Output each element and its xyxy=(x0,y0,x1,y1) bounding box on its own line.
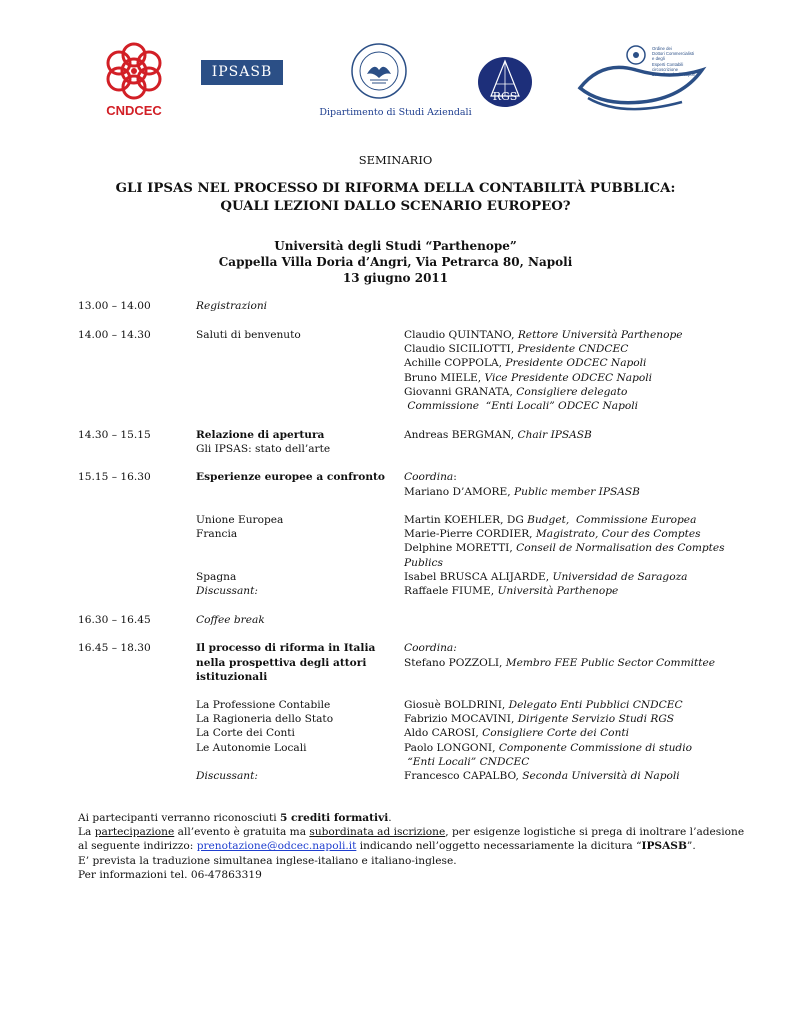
speaker-name: Isabel BRUSCA ALIJARDE, xyxy=(404,571,553,583)
speaker-role: Consigliere delegato xyxy=(516,386,628,398)
speaker-role: Delegato Enti Pubblici CNDCEC xyxy=(508,699,683,711)
speaker-role: Universidad de Saragoza xyxy=(552,571,688,583)
speaker xyxy=(404,513,696,527)
credits-note: Ai partecipanti verranno riconosciuti 5 crediti formativi. xyxy=(78,812,392,824)
speaker-role-continued: “Enti Locali” CNDCEC xyxy=(404,756,530,768)
event-date: 13 giugno 2011 xyxy=(342,271,449,285)
session-time: 16.45 – 18.30 xyxy=(78,642,151,654)
speaker-name: Giosuè BOLDRINI, xyxy=(404,699,509,711)
department-name: Dipartimento di Studi Aziendali xyxy=(319,107,472,118)
session-label: Saluti di benvenuto xyxy=(196,329,301,341)
rgs-logo xyxy=(477,56,533,108)
discussant xyxy=(404,769,680,783)
speaker-name: Raffaele FIUME, xyxy=(404,585,498,597)
speaker-role: Consigliere Corte dei Conti xyxy=(482,727,630,739)
speaker xyxy=(404,356,646,370)
speaker xyxy=(404,385,627,399)
session-label: Registrazioni xyxy=(196,300,268,312)
speaker-role: Magistrato, Cour des Comptes xyxy=(535,528,701,540)
speaker-role: Dirigente Servizio Studi RGS xyxy=(517,713,675,725)
speaker-role: Rettore Università Parthenope xyxy=(517,329,683,341)
session-time: 15.15 – 16.30 xyxy=(78,471,151,483)
odcec-logo-text: Ordine dei Dottori Commercialisti e degli Esperti Contabili circoscrizione del Tribunale di Napoli xyxy=(652,46,695,78)
speaker-name: Marie-Pierre CORDIER, xyxy=(404,528,536,540)
speaker xyxy=(404,541,725,555)
coordinator-label: Coordina: xyxy=(404,642,457,654)
speaker-role: Chair IPSASB xyxy=(517,429,592,441)
session-title: Il processo di riforma in Italia xyxy=(196,642,376,654)
speaker xyxy=(404,428,592,442)
speaker-role: Presidente CNDCEC xyxy=(517,343,629,355)
session-label: Coffee break xyxy=(196,614,265,626)
speaker-name: Aldo CAROSI, xyxy=(404,727,483,739)
speaker-name: Giovanni GRANATA, xyxy=(404,386,517,398)
session-title: nella prospettiva degli attori xyxy=(196,657,367,669)
coordinator xyxy=(404,485,640,499)
speaker-role: Vice Presidente ODCEC Napoli xyxy=(484,372,653,384)
speaker-name: Delphine MORETTI, xyxy=(404,542,517,554)
email-link[interactable]: prenotazione@odcec.napoli.it xyxy=(196,840,357,853)
speaker xyxy=(404,570,688,584)
session-title: istituzionali xyxy=(196,671,268,683)
speaker xyxy=(404,371,652,385)
discussant xyxy=(404,584,618,598)
speaker-name: Stefano POZZOLI, xyxy=(404,657,506,669)
speaker-role: Conseil de Normalisation des Comptes xyxy=(516,542,725,554)
country-label: Francia xyxy=(196,528,238,540)
ipsasb-logo-text: IPSASB xyxy=(211,64,273,80)
cndcec-emblem-icon xyxy=(100,40,168,102)
country-label: Unione Europea xyxy=(196,514,284,526)
speaker-role: Università Parthenope xyxy=(497,585,619,597)
speaker-name: Andreas BERGMAN, xyxy=(404,429,518,441)
coordinator-label: Coordina: xyxy=(404,471,457,483)
event-title-line1: GLI IPSAS NEL PROCESSO DI RIFORMA DELLA CONTABILITÀ PUBBLICA: xyxy=(115,181,676,196)
institution-label: La Corte dei Conti xyxy=(196,727,295,739)
speaker-name: Francesco CAPALBO, xyxy=(404,770,523,782)
speaker xyxy=(404,328,683,342)
session-time: 14.30 – 15.15 xyxy=(78,429,151,441)
speaker-name: Martin KOEHLER, DG xyxy=(404,514,528,526)
registration-note: La partecipazione all’evento è gratuita ma subordinata ad iscrizione, per esigenze logistiche si prega di inoltrare l’adesione xyxy=(78,826,745,839)
session-title: Esperienze europee a confronto xyxy=(196,471,385,483)
institution-label: Le Autonomie Locali xyxy=(196,742,307,754)
speaker-role-continued: Commissione “Enti Locali” ODCEC Napoli xyxy=(404,400,639,412)
institution-label: La Professione Contabile xyxy=(196,699,331,711)
footer-notes xyxy=(78,811,744,882)
session-time: 13.00 – 14.00 xyxy=(78,300,151,312)
speaker-name: Claudio SICILIOTTI, xyxy=(404,343,518,355)
speaker xyxy=(404,726,629,740)
speaker-role: Presidente ODCEC Napoli xyxy=(505,357,647,369)
speaker-role: Public member IPSASB xyxy=(514,486,640,498)
event-venue xyxy=(0,238,791,286)
ipsasb-logo xyxy=(201,60,283,85)
university-seal xyxy=(350,42,408,100)
speaker-name: Bruno MIELE, xyxy=(404,372,485,384)
translation-note: E’ prevista la traduzione simultanea inglese-italiano e italiano-inglese. xyxy=(78,854,457,867)
coordinator xyxy=(404,656,715,670)
speaker-name: Claudio QUINTANO, xyxy=(404,329,518,341)
event-title-line2: QUALI LEZIONI DALLO SCENARIO EUROPEO? xyxy=(220,199,571,214)
event-title xyxy=(0,180,791,216)
speaker xyxy=(404,741,692,755)
speaker xyxy=(404,712,674,726)
rgs-emblem-icon xyxy=(477,56,533,108)
venue-line2: Cappella Villa Doria d’Angri, Via Petrarca 80, Napoli xyxy=(218,255,573,269)
info-phone: Per informazioni tel. 06-47863319 xyxy=(78,868,262,881)
speaker-role: Budget, Commissione Europea xyxy=(527,514,697,526)
speaker-role-continued: Publics xyxy=(404,557,443,569)
speaker-name: Paolo LONGONI, xyxy=(404,742,499,754)
speaker xyxy=(404,698,683,712)
speaker-role: Membro FEE Public Sector Committee xyxy=(505,657,716,669)
speaker xyxy=(404,342,628,356)
speaker xyxy=(404,527,701,541)
venue-line1: Università degli Studi “Parthenope” xyxy=(274,239,517,253)
discussant-label: Discussant: xyxy=(196,770,258,782)
institution-label: La Ragioneria dello Stato xyxy=(196,713,334,725)
speaker-name: Mariano D’AMORE, xyxy=(404,486,514,498)
speaker-name: Fabrizio MOCAVINI, xyxy=(404,713,518,725)
rgs-logo-text: RGS xyxy=(492,90,518,103)
discussant-label: Discussant: xyxy=(196,585,258,597)
country-label: Spagna xyxy=(196,571,237,583)
session-subtitle: Gli IPSAS: stato dell’arte xyxy=(196,443,331,455)
speaker-role: Seconda Università di Napoli xyxy=(522,770,680,782)
session-time: 14.00 – 14.30 xyxy=(78,329,151,341)
event-type: SEMINARIO xyxy=(358,153,433,167)
email-note: al seguente indirizzo: prenotazione@odcec.napoli.it indicando nell’oggetto necessariamente la dicitura “IPSASB”. xyxy=(78,840,696,853)
session-time: 16.30 – 16.45 xyxy=(78,614,151,626)
speaker-role: Componente Commissione di studio xyxy=(498,742,692,754)
speaker-name: Achille COPPOLA, xyxy=(404,357,506,369)
cndcec-logo-text: CNDCEC xyxy=(106,103,162,118)
university-seal-icon xyxy=(350,42,408,100)
session-title: Relazione di apertura xyxy=(196,429,325,441)
